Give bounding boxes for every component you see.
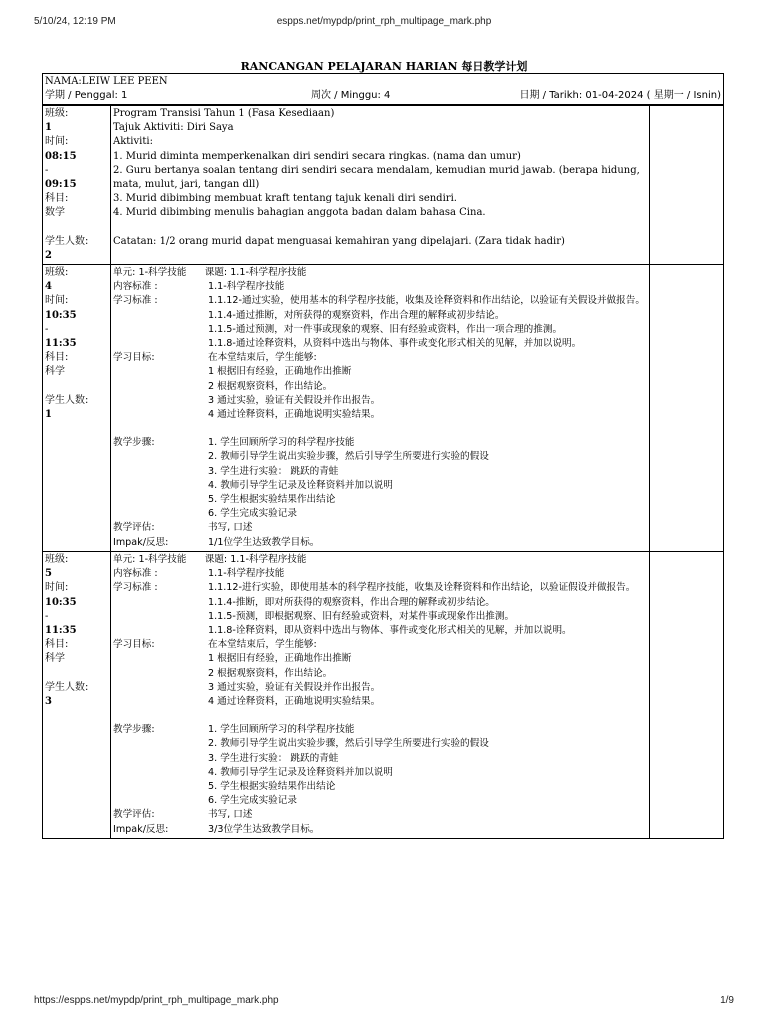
lesson-meta — [43, 552, 111, 838]
remarks-cell — [650, 265, 723, 551]
subject-label: 科目: — [45, 639, 69, 651]
time-start: 10:35 — [45, 596, 77, 608]
topic-text: 课题: 1.1-科学程序技能 — [204, 553, 307, 565]
term-field: 学期 / Penggal: 1 — [45, 90, 128, 101]
step-item: 1. 学生回顾所学习的科学程序技能 — [208, 724, 355, 736]
students-value: 3 — [45, 695, 52, 707]
evaluation-label: 教学评估: — [113, 522, 155, 534]
objective-item: 在本堂结束后，学生能够: — [208, 352, 317, 364]
lesson-content — [111, 552, 650, 838]
steps-label: 教学步骤: — [113, 437, 155, 449]
objective-label: 学习目标: — [113, 352, 155, 364]
students-label: 学生人数: — [45, 681, 89, 693]
time-start: 10:35 — [45, 309, 77, 321]
students-value: 1 — [45, 408, 52, 420]
time-dash: - — [45, 164, 49, 176]
objective-item: 3 通过实验，验证有关假设并作出报告。 — [208, 681, 381, 693]
time-label: 时间: — [45, 136, 69, 148]
unit-topic-line — [113, 266, 647, 280]
content-line: Tajuk Aktiviti: Diri Saya — [113, 122, 234, 134]
learning-standard-item: 1.1.4-通过推断，对所获得的观察资料，作出合理的解释或初步结论。 — [208, 309, 505, 321]
unit-topic-line — [113, 553, 647, 567]
evaluation-value: 书写, 口述 — [208, 522, 253, 534]
unit-text: 单元: 1-科学技能 — [113, 553, 187, 565]
subject-value: 科学 — [45, 653, 65, 665]
learning-standard-item: 1.1.12-进行实验，即使用基本的科学程序技能，收集及诠释资料和作出结论，以验证假设并做报告。 — [208, 582, 636, 594]
subject-value: 数学 — [45, 207, 65, 219]
unit-text: 单元: 1-科学技能 — [113, 267, 187, 279]
students-value: 2 — [45, 249, 52, 261]
step-item: 6. 学生完成实验记录 — [208, 508, 297, 520]
students-label: 学生人数: — [45, 394, 89, 406]
class-label: 班级: — [45, 553, 69, 565]
page-count: 1/9 — [720, 995, 734, 1006]
step-item: 5. 学生根据实验结果作出结论 — [208, 494, 336, 506]
time-dash: - — [45, 323, 49, 335]
class-value: 5 — [45, 568, 52, 580]
content-line: Aktiviti: — [113, 136, 153, 148]
learning-standard-item: 1.1.5-预测，即根据观察、旧有经验或资料，对某件事或现象作出推测。 — [208, 610, 515, 622]
week-field: 周次 / Minggu: 4 — [311, 90, 391, 101]
learning-standard-item: 1.1.4-推断，即对所获得的观察资料，作出合理的解释或初步结论。 — [208, 596, 495, 608]
step-item: 3. 学生进行实验： 跳跃的青蛙 — [208, 465, 339, 477]
document-title — [0, 58, 768, 74]
evaluation-label: 教学评估: — [113, 809, 155, 821]
content-note: Catatan: 1/2 orang murid dapat menguasai kemahiran yang dipelajari. (Zara tidak hadir) — [113, 235, 565, 247]
content-line: 1. Murid diminta memperkenalkan diri sendiri secara ringkas. (nama dan umur) — [113, 150, 521, 162]
lesson-content — [111, 265, 650, 551]
students-label: 学生人数: — [45, 235, 89, 247]
print-url-footer: https://espps.net/mypdp/print_rph_multipage_mark.php — [34, 995, 279, 1006]
content-line: 4. Murid dibimbing menulis bahagian anggota badan dalam bahasa Cina. — [113, 207, 486, 219]
remarks-cell — [650, 552, 723, 838]
steps-label: 教学步骤: — [113, 724, 155, 736]
content-standard-label: 内容标准 : — [113, 568, 158, 580]
objective-item: 4 通过诠释资料，正确地说明实验结果。 — [208, 695, 381, 707]
objective-item: 4 通过诠释资料，正确地说明实验结果。 — [208, 409, 381, 421]
lesson-row — [43, 105, 723, 264]
objective-item: 2 根据观察资料，作出结论。 — [208, 380, 333, 392]
time-end: 09:15 — [45, 179, 77, 191]
objective-item: 在本堂结束后，学生能够: — [208, 639, 317, 651]
class-label: 班级: — [45, 267, 69, 279]
step-item: 4. 教师引导学生记录及诠释资料并加以说明 — [208, 479, 393, 491]
class-value: 4 — [45, 281, 52, 293]
title-latin: RANCANGAN PELAJARAN HARIAN — [240, 60, 458, 73]
content-line: 2. Guru bertanya soalan tentang diri sendiri secara mendalam, kemudian murid jawab. (berapa hidung, mata, mulut, jari, tangan dll) — [113, 164, 640, 191]
lesson-row — [43, 264, 723, 551]
date-field: 日期 / Tarikh: 01-04-2024 ( 星期一 / Isnin) — [519, 90, 721, 101]
teacher-info — [43, 74, 723, 105]
objective-item: 3 通过实验，验证有关假设并作出报告。 — [208, 394, 381, 406]
class-label: 班级: — [45, 108, 69, 119]
time-label: 时间: — [45, 582, 69, 594]
subject-label: 科目: — [45, 352, 69, 364]
print-datetime: 5/10/24, 12:19 PM — [34, 16, 116, 27]
step-item: 6. 学生完成实验记录 — [208, 795, 297, 807]
teacher-name: NAMA:LEIW LEE PEEN — [45, 76, 168, 87]
step-item: 5. 学生根据实验结果作出结论 — [208, 780, 336, 792]
learning-standard-label: 学习标准 : — [113, 582, 158, 594]
step-item: 3. 学生进行实验： 跳跃的青蛙 — [208, 752, 339, 764]
subject-label: 科目: — [45, 193, 69, 205]
content-standard-value: 1.1-科学程序技能 — [208, 281, 285, 293]
lesson-meta — [43, 106, 111, 264]
impact-value: 1/1位学生达致教学目标。 — [208, 536, 320, 548]
step-item: 2. 教师引导学生说出实验步骤，然后引导学生所要进行实验的假设 — [208, 451, 489, 463]
learning-standard-item: 1.1.12-通过实验，使用基本的科学程序技能，收集及诠释资料和作出结论，以验证有关假设并做报告。 — [208, 295, 645, 307]
step-item: 1. 学生回顾所学习的科学程序技能 — [208, 437, 355, 449]
time-label: 时间: — [45, 295, 69, 307]
time-start: 08:15 — [45, 150, 77, 162]
time-dash: - — [45, 610, 49, 622]
step-item: 4. 教师引导学生记录及诠释资料并加以说明 — [208, 766, 393, 778]
evaluation-value: 书写, 口述 — [208, 809, 253, 821]
print-url-header: espps.net/mypdp/print_rph_multipage_mark.php — [276, 16, 492, 27]
lesson-content — [111, 106, 650, 264]
learning-standard-item: 1.1.8-诠释资料，即从资料中选出与物体、事件或变化形式相关的见解，并加以说明。 — [208, 624, 572, 636]
learning-standard-item: 1.1.8-通过诠释资料，从资料中选出与物体、事件或变化形式相关的见解，并加以说明。 — [208, 338, 582, 350]
lesson-meta — [43, 265, 111, 551]
class-value: 1 — [45, 122, 52, 134]
lesson-row — [43, 551, 723, 838]
content-standard-value: 1.1-科学程序技能 — [208, 568, 285, 580]
impact-value: 3/3位学生达致教学目标。 — [208, 823, 320, 835]
content-line: Program Transisi Tahun 1 (Fasa Kesediaan) — [113, 108, 335, 119]
step-item: 2. 教师引导学生说出实验步骤，然后引导学生所要进行实验的假设 — [208, 738, 489, 750]
objective-label: 学习目标: — [113, 639, 155, 651]
objective-item: 2 根据观察资料，作出结论。 — [208, 667, 333, 679]
content-standard-label: 内容标准 : — [113, 281, 158, 293]
topic-text: 课题: 1.1-科学程序技能 — [204, 267, 307, 279]
objective-item: 1 根据旧有经验，正确地作出推断 — [208, 366, 352, 378]
time-end: 11:35 — [45, 624, 77, 636]
content-line: 3. Murid dibimbing membuat kraft tentang tajuk kenali diri sendiri. — [113, 193, 457, 205]
lesson-plan-table — [42, 73, 724, 839]
subject-value: 科学 — [45, 366, 65, 378]
title-chinese: 每日教学计划 — [461, 60, 528, 73]
learning-standard-item: 1.1.5-通过预测，对一件事或现象的观察、旧有经验或资料，作出一项合理的推测。 — [208, 323, 563, 335]
learning-standard-label: 学习标准 : — [113, 295, 158, 307]
objective-item: 1 根据旧有经验，正确地作出推断 — [208, 653, 352, 665]
impact-label: Impak/反思: — [113, 536, 169, 548]
time-end: 11:35 — [45, 338, 77, 350]
remarks-cell — [650, 106, 723, 264]
impact-label: Impak/反思: — [113, 823, 169, 835]
